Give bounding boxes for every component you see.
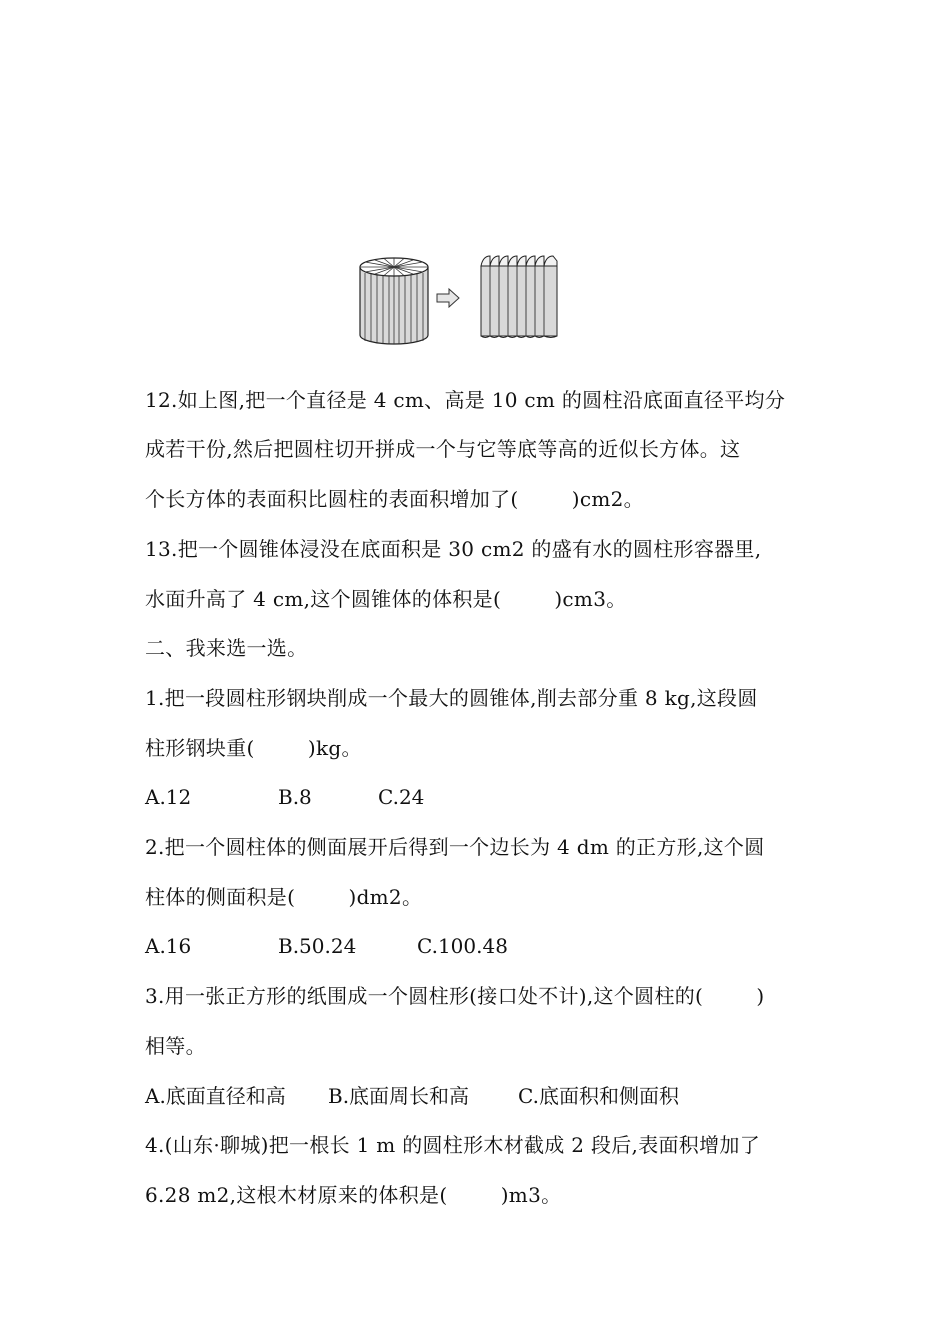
right-arrow-icon (437, 289, 459, 307)
choice3-line-2: 相等。 (145, 1034, 206, 1058)
choice2-option-a: A.16 (145, 934, 192, 958)
cylinder-to-cuboid-figure (355, 253, 565, 348)
choice1-line-1: 1.把一段圆柱形钢块削成一个最大的圆锥体,削去部分重 8 kg,这段圆 (145, 686, 758, 710)
cylinder-diagram (360, 258, 428, 344)
choice3-option-b: B.底面周长和高 (328, 1084, 470, 1108)
choice1-line-2: 柱形钢块重( )kg。 (145, 736, 362, 760)
q12-line-1: 12.如上图,把一个直径是 4 cm、高是 10 cm 的圆柱沿底面直径平均分 (145, 388, 786, 412)
choice3-option-c: C.底面积和侧面积 (518, 1084, 679, 1108)
cuboid-diagram (481, 256, 557, 338)
choice2-option-b: B.50.24 (278, 934, 357, 958)
q12-line-3: 个长方体的表面积比圆柱的表面积增加了( )cm2。 (145, 487, 644, 511)
choice4-line-2: 6.28 m2,这根木材原来的体积是( )m3。 (145, 1183, 562, 1207)
q12-line-2: 成若干份,然后把圆柱切开拼成一个与它等底等高的近似长方体。这 (145, 437, 741, 461)
choice3-line-1: 3.用一张正方形的纸围成一个圆柱形(接口处不计),这个圆柱的( ) (145, 984, 765, 1008)
choice1-option-a: A.12 (145, 785, 192, 809)
choice1-option-c: C.24 (378, 785, 425, 809)
choice2-option-c: C.100.48 (417, 934, 508, 958)
q13-line-1: 13.把一个圆锥体浸没在底面积是 30 cm2 的盛有水的圆柱形容器里, (145, 537, 762, 561)
choice3-option-a: A.底面直径和高 (145, 1084, 286, 1108)
choice1-option-b: B.8 (278, 785, 312, 809)
q13-line-2: 水面升高了 4 cm,这个圆锥体的体积是( )cm3。 (145, 587, 627, 611)
section-title: 二、我来选一选。 (145, 636, 308, 660)
choice2-line-2: 柱体的侧面积是( )dm2。 (145, 885, 423, 909)
choice2-line-1: 2.把一个圆柱体的侧面展开后得到一个边长为 4 dm 的正方形,这个圆 (145, 835, 765, 859)
choice4-line-1: 4.(山东·聊城)把一根长 1 m 的圆柱形木材截成 2 段后,表面积增加了 (145, 1133, 761, 1157)
